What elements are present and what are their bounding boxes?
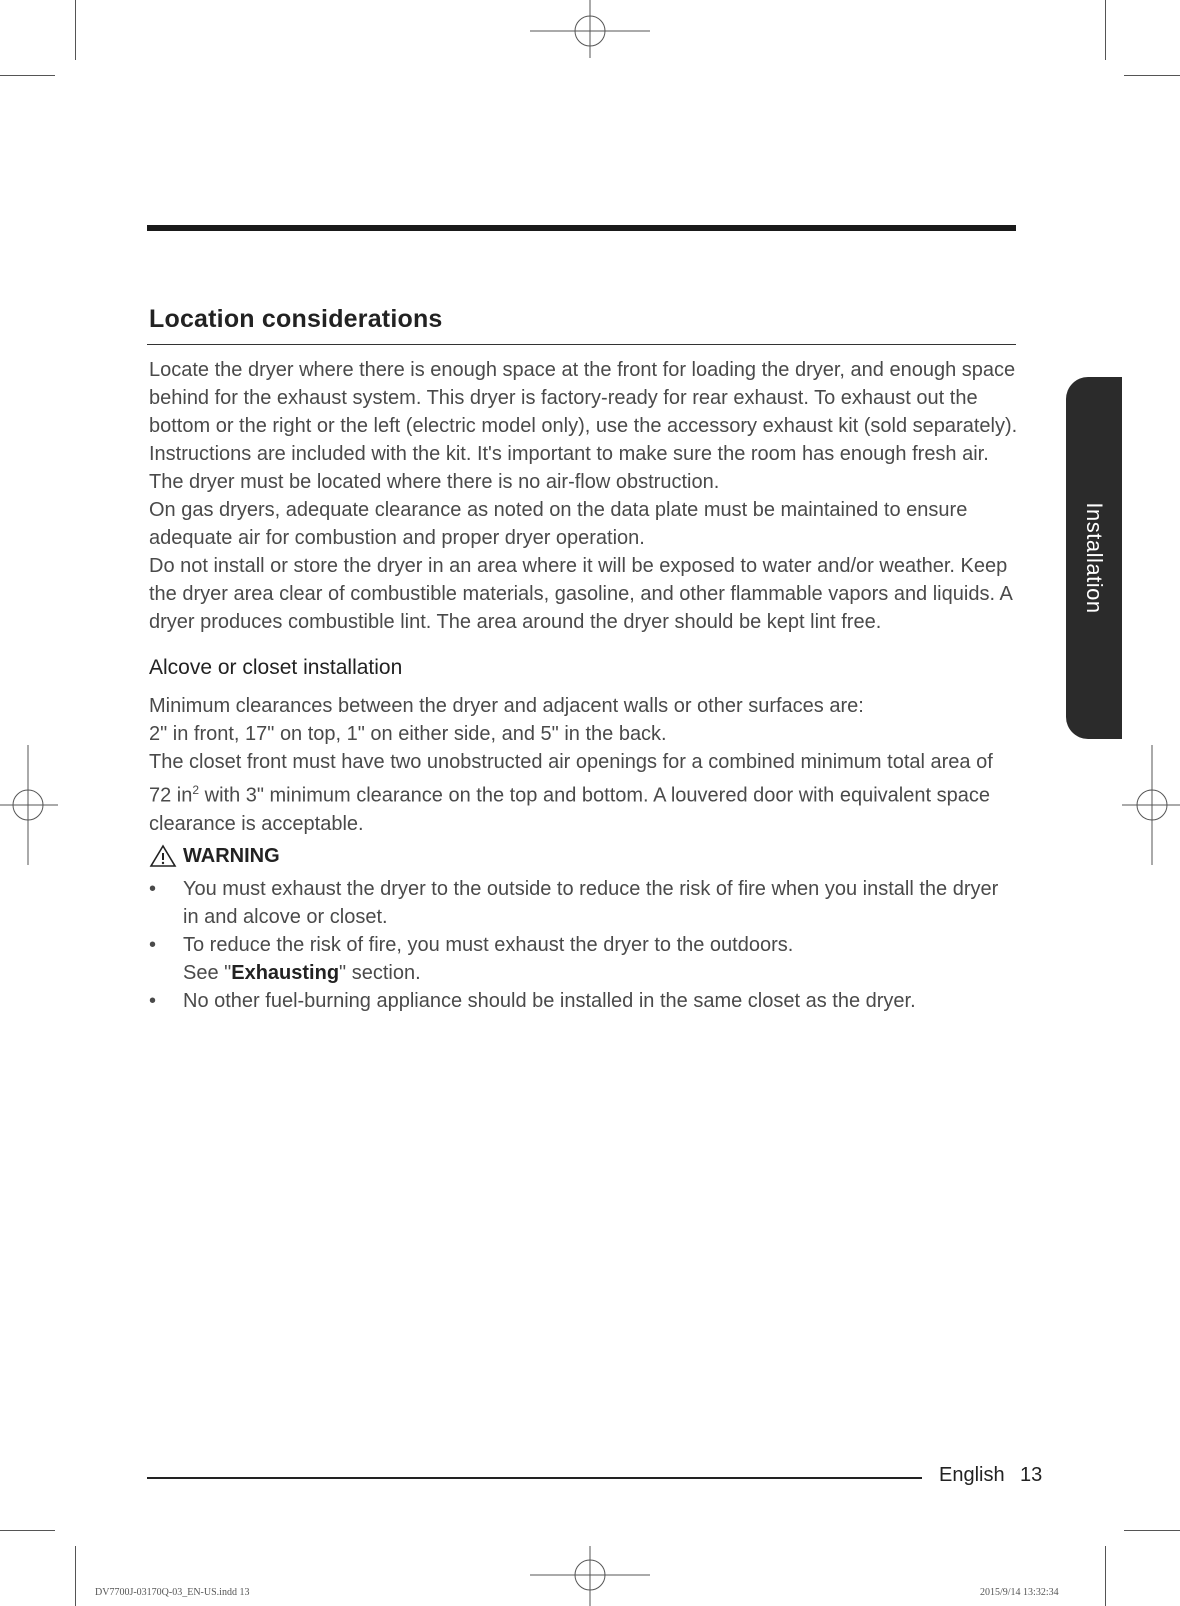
crop-mark	[1105, 1546, 1106, 1606]
page-number: 13	[1020, 1464, 1043, 1486]
registration-mark-left	[0, 745, 58, 865]
bullet-icon: •	[149, 934, 157, 956]
title-underline	[147, 344, 1016, 345]
alcove-text	[149, 692, 1019, 838]
section-title: Location considerations	[149, 305, 443, 333]
footer-rule	[147, 1477, 922, 1479]
list-item-text: To reduce the risk of fire, you must exhaust the dryer to the outdoors.	[183, 934, 794, 956]
crop-mark	[1124, 75, 1180, 76]
paragraph: Locate the dryer where there is enough space at the front for loading the dryer, and enough space behind for the exhaust system. This dryer is factory-ready for rear exhaust. To exhaust out the bottom or the right or the left (electric model only), use the accessory exhaust kit (sold separately). Instructions are included with the kit. It's important to make sure the room has enough fresh air. The dryer must be located where there is no air-flow obstruction.	[149, 359, 1018, 493]
registration-mark-top	[530, 0, 650, 60]
warning-list	[149, 875, 1019, 1015]
registration-mark-right	[1122, 745, 1180, 865]
list-item	[149, 987, 1019, 1015]
print-slug-file: DV7700J-03170Q-03_EN-US.indd 13	[95, 1587, 250, 1598]
intro-text	[149, 356, 1019, 636]
list-item-text: See "	[183, 962, 232, 984]
crop-mark	[1124, 1530, 1180, 1531]
side-tab-installation[interactable]	[1066, 377, 1122, 739]
list-item-text: You must exhaust the dryer to the outside to reduce the risk of fire when you install the dryer in and alcove or closet.	[183, 878, 999, 928]
crop-mark	[75, 1546, 76, 1606]
warning-heading	[149, 844, 280, 868]
crop-mark	[0, 1530, 55, 1531]
paragraph: Minimum clearances between the dryer and adjacent walls or other surfaces are:	[149, 695, 864, 717]
footer-language: English	[939, 1464, 1005, 1486]
bullet-icon: •	[149, 878, 157, 900]
registration-mark-bottom	[530, 1546, 650, 1606]
text-run: with 3" minimum clearance on the top and bottom. A louvered door with equivalent space clearance is acceptable.	[149, 784, 990, 835]
print-slug-timestamp: 2015/9/14 13:32:34	[980, 1587, 1059, 1598]
warning-triangle-icon	[149, 844, 177, 868]
list-item-text: " section.	[339, 962, 421, 984]
superscript: 2	[192, 783, 200, 797]
paragraph: 2" in front, 17" on top, 1" on either side, and 5" in the back.	[149, 723, 667, 745]
top-rule	[147, 225, 1016, 231]
list-item	[149, 875, 1019, 931]
exhausting-link[interactable]: Exhausting	[231, 962, 340, 984]
paragraph	[149, 748, 1019, 838]
bullet-icon: •	[149, 990, 157, 1012]
paragraph: On gas dryers, adequate clearance as noted on the data plate must be maintained to ensure adequate air for combustion and proper dryer operation.	[149, 499, 968, 549]
crop-mark	[0, 75, 55, 76]
list-item-text: No other fuel-burning appliance should be installed in the same closet as the dryer.	[183, 990, 916, 1012]
text-run: The closet front must have two unobstructed air openings for a combined minimum total area of 72 in	[149, 751, 993, 807]
crop-mark	[1105, 0, 1106, 60]
list-item	[149, 931, 1019, 987]
crop-mark	[75, 0, 76, 60]
warning-label: WARNING	[183, 844, 280, 867]
paragraph: Do not install or store the dryer in an area where it will be exposed to water and/or weather. Keep the dryer area clear of combustible materials, gasoline, and other flammable vapors and liquids. A dryer produces combustible lint. The area around the dryer should be kept lint free.	[149, 555, 1012, 633]
side-tab-label: Installation	[1082, 502, 1107, 614]
subsection-heading: Alcove or closet installation	[149, 656, 403, 679]
